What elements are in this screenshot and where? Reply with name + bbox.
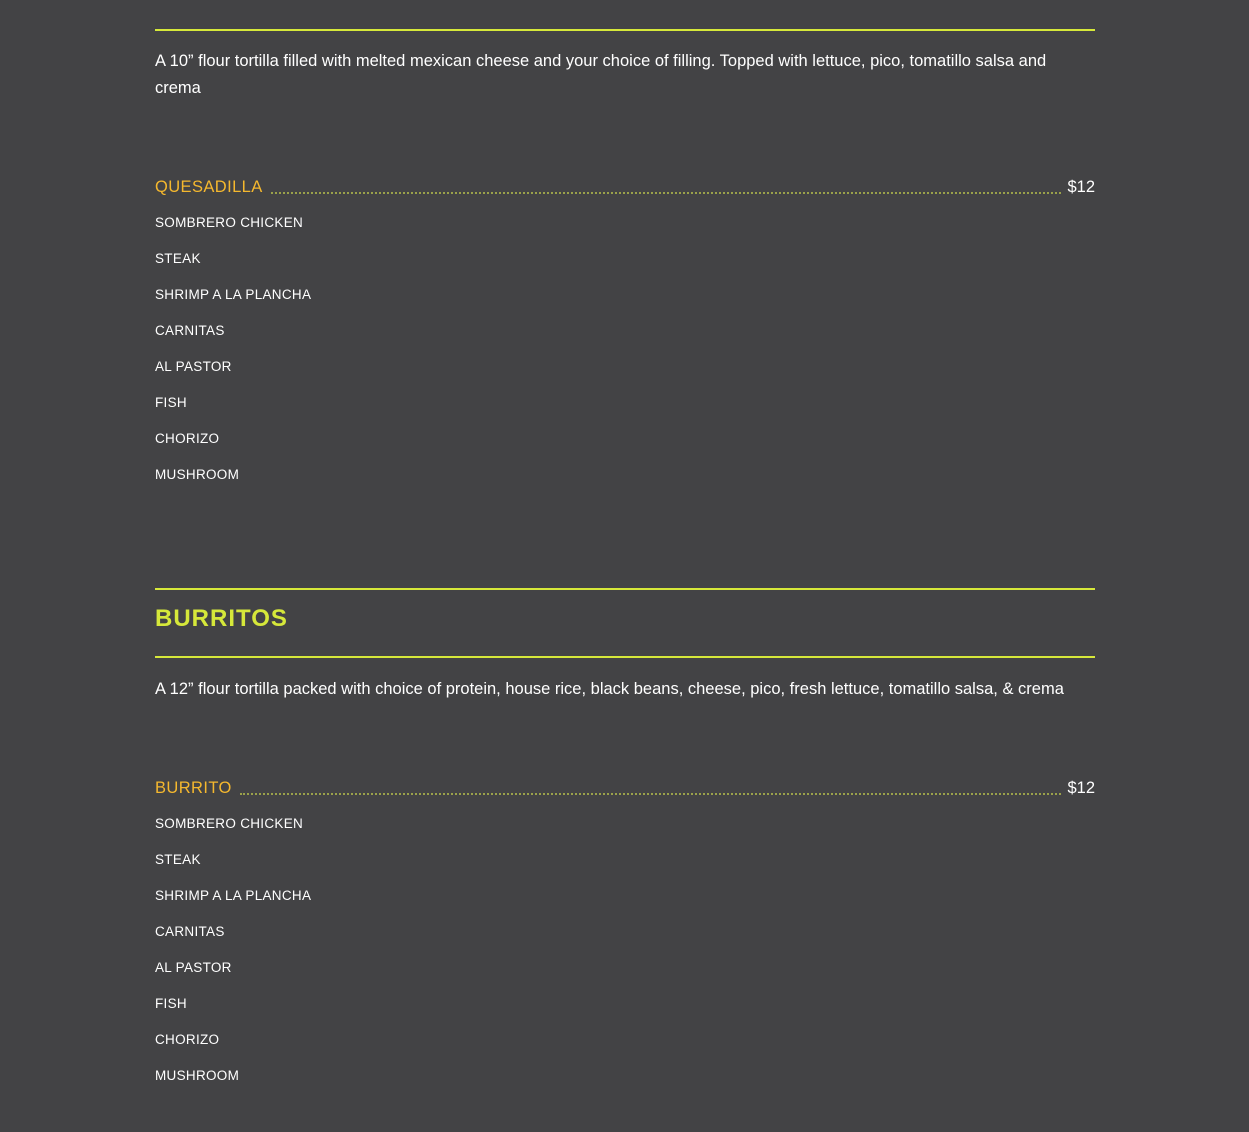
filling-list-burrito [155, 814, 311, 1102]
section-description-quesadillas: A 10” flour tortilla filled with melted mexican cheese and your choice of filling. Topped with lettuce, pico, tomatillo salsa and crema [155, 52, 1047, 97]
item-name: QUESADILLA [155, 178, 263, 196]
filling-option: MUSHROOM [155, 467, 240, 482]
filling-option: SOMBRERO CHICKEN [155, 816, 304, 831]
dot-leader [271, 192, 1062, 194]
filling-option: STEAK [155, 251, 201, 266]
filling-option: CARNITAS [155, 924, 225, 939]
section-divider [155, 29, 1095, 31]
section-divider [155, 656, 1095, 658]
filling-option: AL PASTOR [155, 960, 232, 975]
filling-list-quesadilla [155, 213, 311, 501]
section-title-burritos: BURRITOS [155, 605, 288, 632]
filling-option: AL PASTOR [155, 359, 232, 374]
filling-option: CHORIZO [155, 1032, 220, 1047]
section-divider [155, 588, 1095, 590]
dot-leader [240, 793, 1062, 795]
filling-option: SHRIMP A LA PLANCHA [155, 287, 312, 302]
menu-item-burrito[interactable] [155, 775, 1095, 799]
menu-item-quesadilla[interactable] [155, 174, 1095, 198]
filling-option: FISH [155, 996, 187, 1011]
filling-option: CARNITAS [155, 323, 225, 338]
item-price: $12 [1067, 779, 1095, 797]
filling-option: MUSHROOM [155, 1068, 240, 1083]
item-name: BURRITO [155, 779, 232, 797]
filling-option: FISH [155, 395, 187, 410]
item-price: $12 [1067, 178, 1095, 196]
filling-option: SHRIMP A LA PLANCHA [155, 888, 312, 903]
filling-option: STEAK [155, 852, 201, 867]
filling-option: SOMBRERO CHICKEN [155, 215, 304, 230]
filling-option: CHORIZO [155, 431, 220, 446]
section-description-burritos: A 12” flour tortilla packed with choice of protein, house rice, black beans, cheese, pico, fresh lettuce, tomatillo salsa, & crema [155, 680, 1064, 698]
